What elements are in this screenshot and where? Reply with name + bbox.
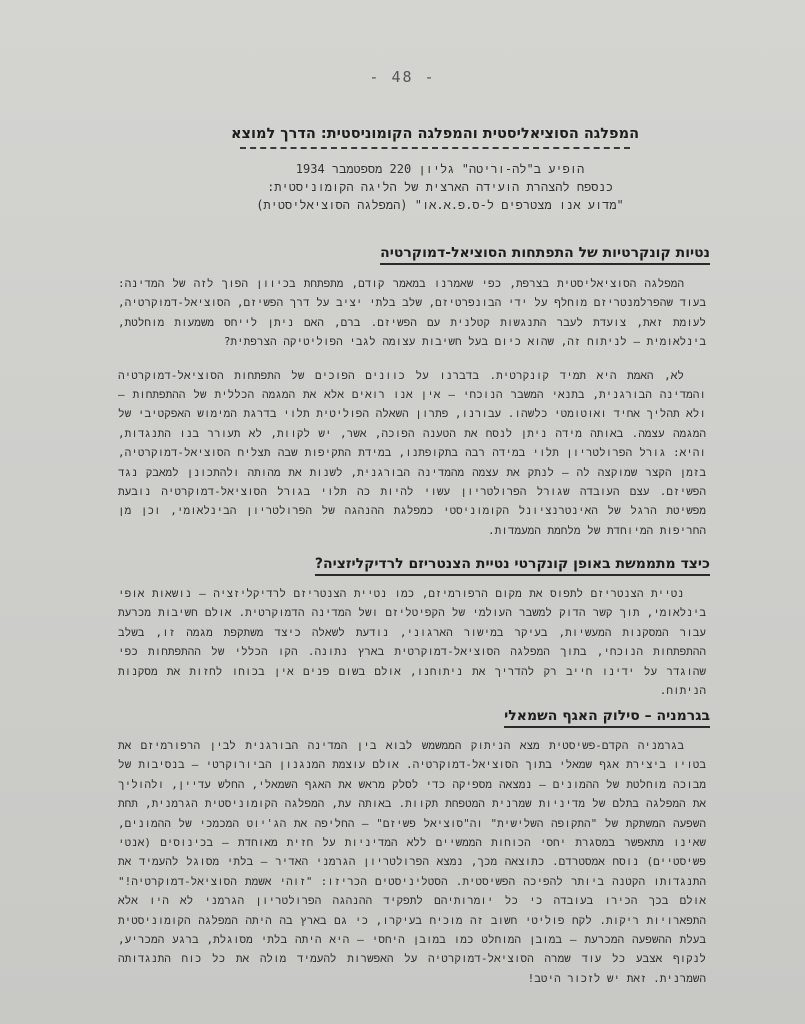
- subtitle-line-3: "מדוע אנו מצטרפים ל-ס.פ.א.או" (המפלגה הסוציאליסטית): [256, 198, 624, 212]
- section-heading-1: נטיות קונקרטיות של התפתחות הסוציאל-דמוקרטיה: [380, 245, 710, 265]
- article-title: המפלגה הסוציאליסטית והמפלגה הקומוניסטית: הדרך למוצא: [230, 126, 640, 142]
- section-body-2: [118, 584, 706, 700]
- paragraph: לא, האמת היא תמיד קונקרטית. בדברנו על כוונים הפוכים של התפתחות הסוציאל-דמוקרטיה והמדינה הבורגנית, בתנאי המשבר הנוכחי – אין אנו רואים אלא את המגמה הכללית של ההתפתחות – ולא תהליך אחיד ואוטומטי כלשהו. עבורנו, פתרון השאלה הפוליטית תלוי בדרגת המימוש האפקטיבי של המגמה עצמה. באותה מידה ניתן לנסח את הטענה הפוכה, אשר, יש לקוות, לא תעורר בנו התנגדות, והיא: גורל הפרולטריון תלוי במידה רבה בתקופתנו, במידת התקיפות שבה תצליח הסוציאל-דמוקרטיה, בזמן הקצר שמוקצה לה – לנתק את עצמה מהמדינה הבורגנית, לשנות את מהותה ולהתכונן למאבק נגד הפשיזם. עצם העובדה שגורל הפרולטריון עשוי להיות כה תלוי בגורל הסוציאל-דמוקרטיה נובעת מפשיטת הרגל של האינטרנציונל הקומוניסטי כמפלגת ההנהגה של הפרולטריון הבינלאומי, וכן מן החריפות המיוחדת של מלחמת המעמדות.: [118, 368, 706, 537]
- section-heading-3: בגרמניה – סילוק האגף השמאלי: [504, 708, 710, 728]
- paragraph: המפלגה הסוציאליסטית בצרפת, כפי שאמרנו במאמר קודם, מתפתחת בכיוון הפוך לזה של המדינה: בעוד שהפרלמנטריזם מוחלף על ידי הבונפרטיזם, שלב בלתי יציב על דרך הפשיזם, הסוציאל-דמוקרטיה, לעומת זאת, צועדת לעבר התנגשות קטלנית עם הפשיזם. ברם, האם ניתן לייחס משמעות מוחלטת, בינלאומית – לניתוח זה, שהוא כיום בעל חשיבות עצומה לגבי הפוליטיקה הצרפתית?: [118, 277, 706, 349]
- section-body-1: [118, 274, 706, 540]
- section-body-3: [118, 736, 706, 988]
- paragraph: בגרמניה הקדם-פשיסטית מצא הניתוק הממשמש לבוא בין המדינה הבורגנית לבין הרפורמיזם את בטויו ביצירת אגף שמאלי בתוך הסוציאל-דמוקרטיה. אולם עוצמת המנגנון הביורוקרטי – בנסיבות של מבוכה מוחלטת של ההמונים – נמצאה מספיקה כדי לסלק מראש את האגף השמאלי, החלש עדיין, ולהוליך את המפלגה בתלם של מדיניות שמרנית המטפחת תקוות. באותה עת, המפלגה הקומוניסטית הגרמנית, תחת השפעה המשתקת של "התקופה השלישית" וה"סוציאל פשיזם" – החליפה את הג'יוט המכמכי של ההמונים, שאינו מתאפשר במסגרת יחסי הכוחות הממשיים ללא המדיניות על חזית מאוחדת – בכינוסים (אנטי פשיסטיים) נוסח אמסטרדם. כתוצאה מכך, נמצא הפרולטריון הגרמני האדיר – בלתי מסוגל להעמיד את התנגדותו הקטנה ביותר להפיכה הפשיסטית. הסטליניסטים הכריזו: "זוהי אשמת הסוציאל-דמוקרטיה!" אולם בכך הכירו בעובדה כי כל יומרותיהם לתפקיד ההנהגה הפרולטריון הגרמני לא היו אלא התפארויות ריקות. לקח פוליטי חשוב זה מוכיח בעיקרו, כי גם בארץ בה היתה המפלגה הקומוניסטית בעלת ההשפעה המכרעת – במובן המוחלט כמו במובן היחסי – היא היתה בלתי מסוגלת, ברגע המכריע, לנקוף אצבע כל עוד שמרה הסוציאל-דמוקרטיה על האפשרות להעמיד מולה את כל כוח התנגדותה השמרנית. זאת יש לזכור היטב!: [118, 739, 706, 985]
- title-underline: [240, 147, 630, 149]
- page-number: - 48 -: [369, 68, 436, 86]
- article-subtitle: [180, 160, 700, 214]
- section-heading-2: כיצד מתממשת באופן קונקרטי נטיית הצנטריזם לרדיקליזציה?: [315, 556, 710, 576]
- subtitle-line-2: כנספח להצהרת הועידה הארצית של הליגה הקומוניסטית:: [267, 180, 613, 194]
- paragraph: נטיית הצנטריזם לתפוס את מקום הרפורמיזם, כמו נטיית הצנטריזם לרדיקליזציה – נושאות אופי בינלאומי, תוך קשר הדוק למשבר העולמי של הקפיטליזם ושל המדינה הדמוקרטית. אולם חשיבות מכרעת עבור המסקנות המעשיות, בעיקר במישור הארגוני, נודעת לשאלה כיצד משתקפת מגמה זו, בשלב ההתפתחות הנוכחי, בתוך המפלגה הסוציאל-דמוקרטית בארץ נתונה. הקו הכללי של ההתפתחות כפי שהוגדר על ידינו חייב רק להדריך את ניתוחנו, אולם בשום פנים אין בכוחו לחזות את מסקנות הניתוח.: [118, 587, 706, 698]
- subtitle-line-1: הופיע ב"לה-וריטה" גליון 220 מספטמבר 1934: [295, 162, 585, 176]
